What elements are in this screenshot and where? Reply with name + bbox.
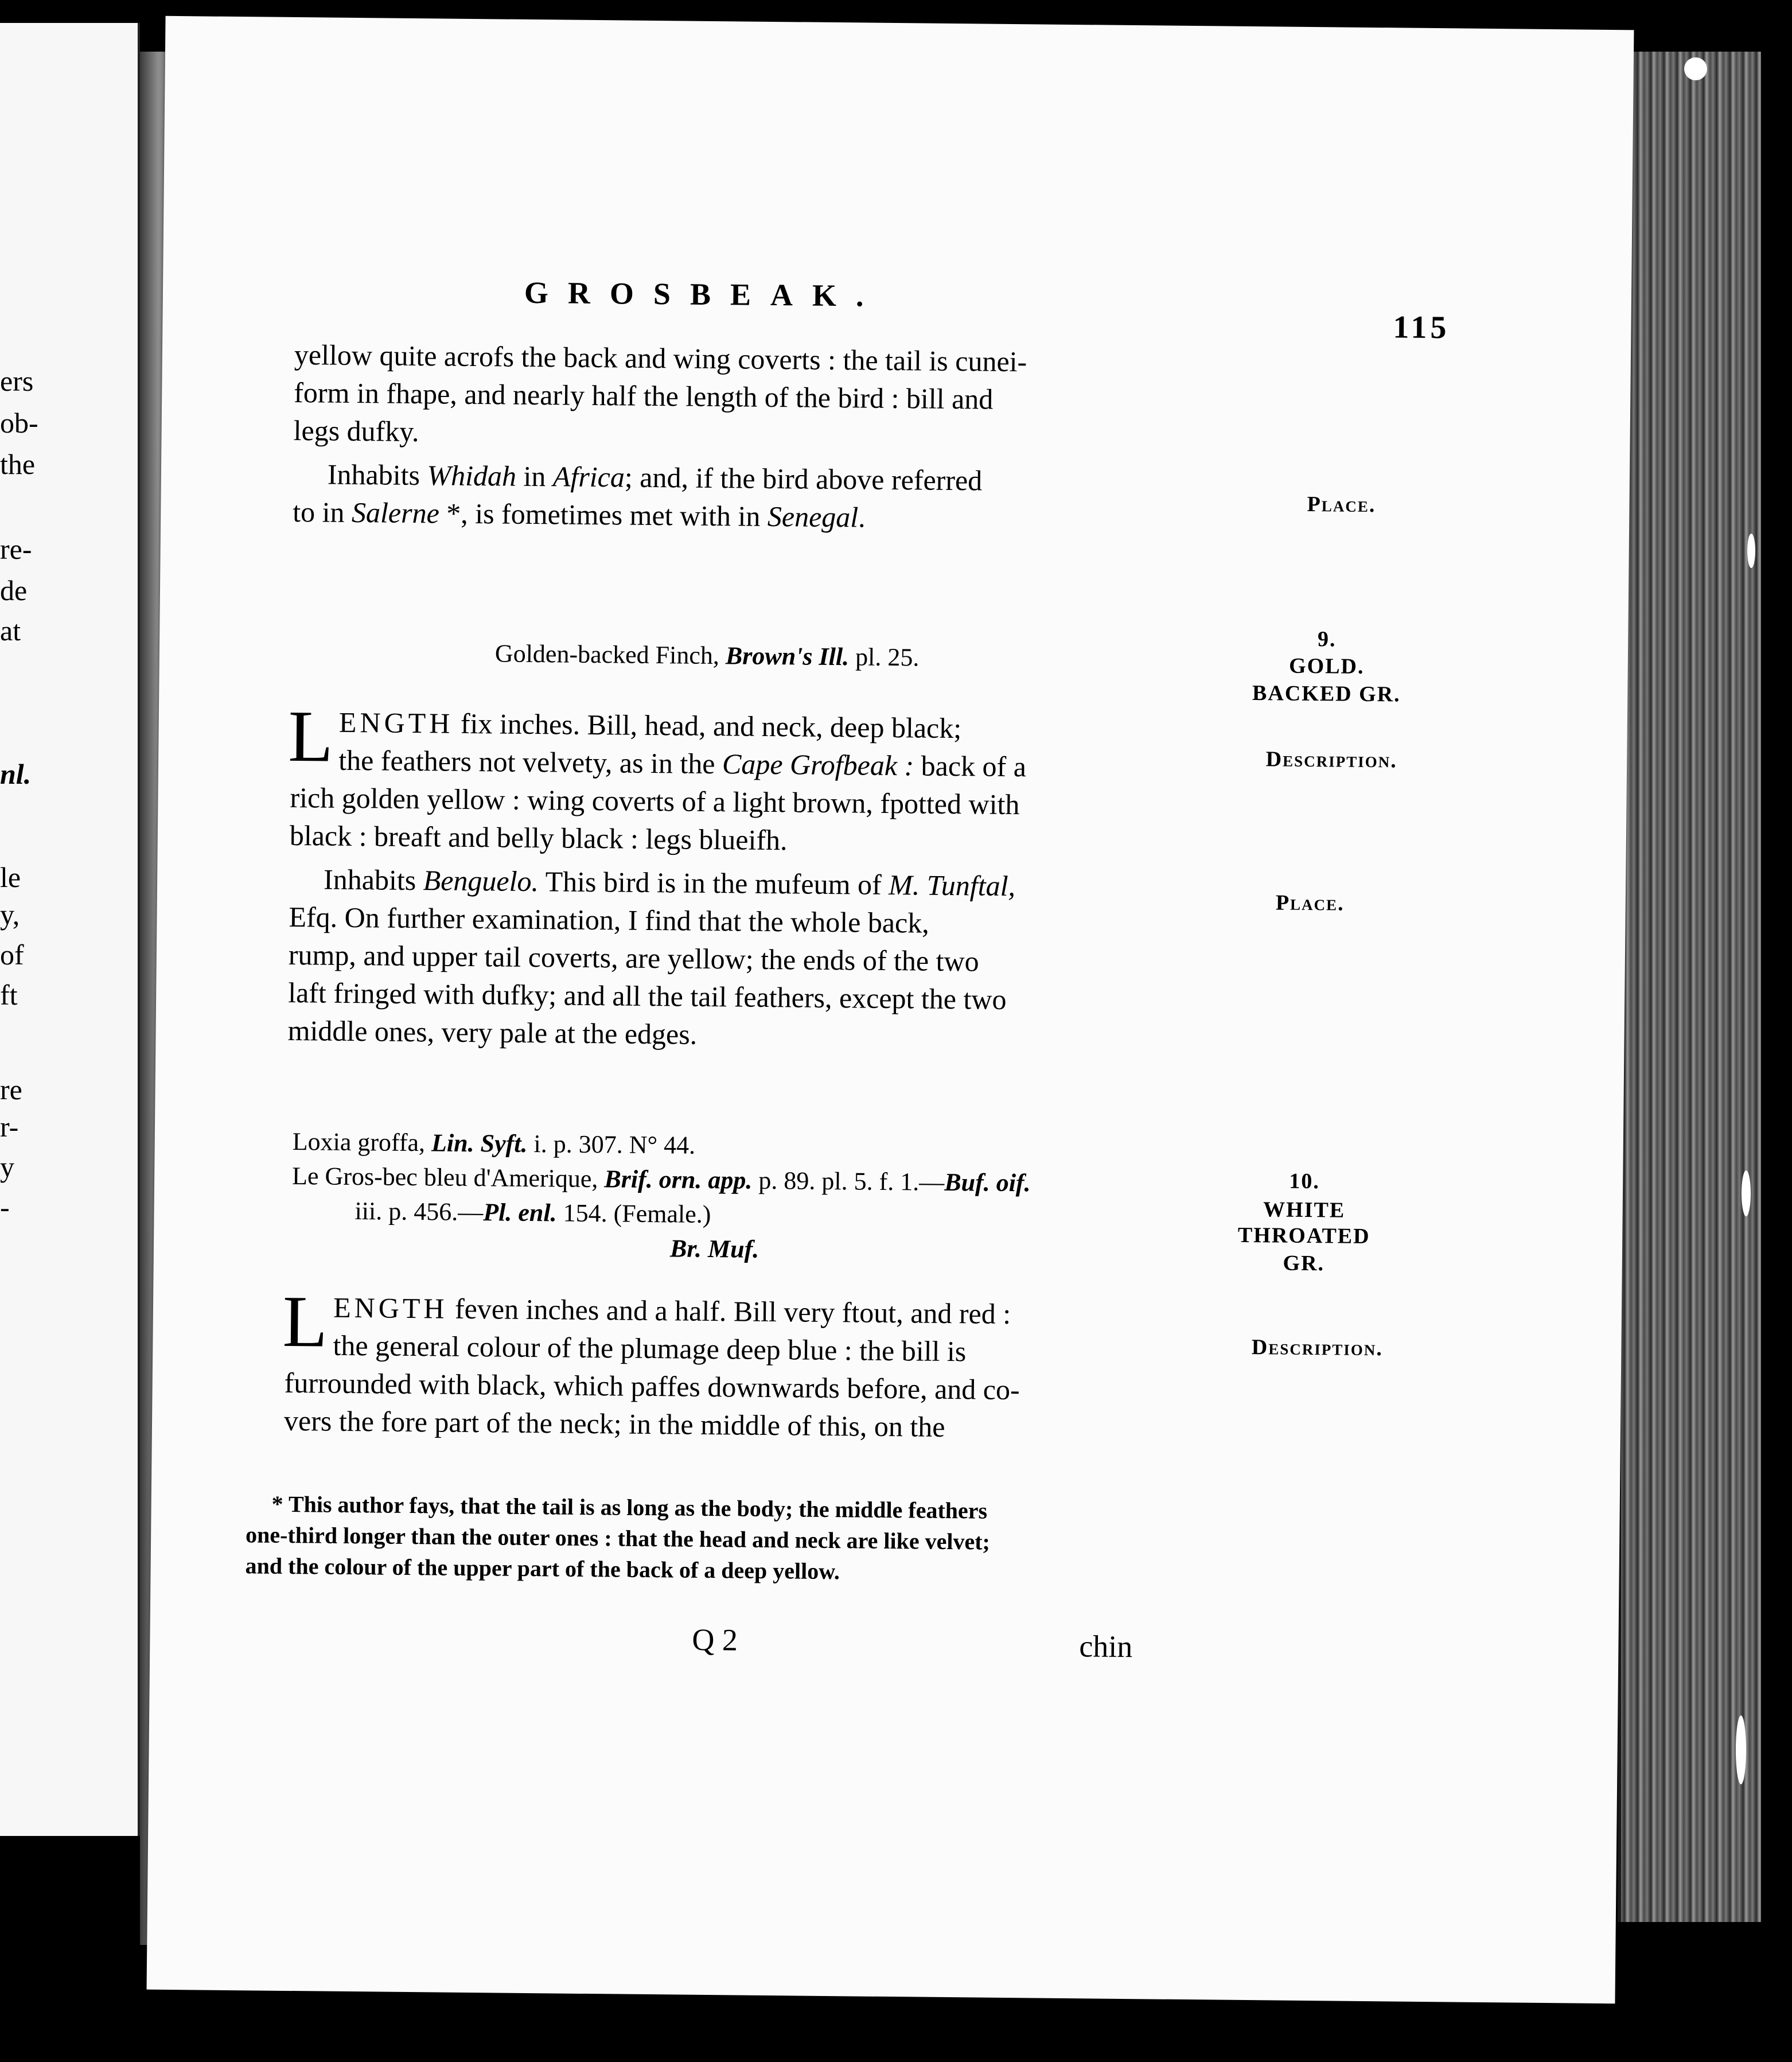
page-number: 115 [1393,309,1450,346]
left-page-fragment: re- [0,533,32,565]
left-page-fragment: - [0,1191,10,1223]
footnote [245,1488,1198,1590]
edge-speck [1747,534,1755,568]
text-run: Golden-backed Finch, [494,639,726,670]
text-run: ENGTH [333,1291,448,1325]
text-run: iii. p. 456.— [354,1197,484,1227]
left-page-fragment: re [0,1073,22,1106]
text-run: Inhabits [323,863,423,897]
text-run: fix inches. Bill, head, and neck, deep black; [453,707,962,745]
text-run: feven inches and a half. Bill very ftout, and red : [447,1292,1011,1330]
left-page-fragment: y, [0,898,20,931]
margin-note-description: Description. [1251,1335,1384,1361]
text-line: rump, and upper tail coverts, are yellow; the ends of the two [288,938,979,978]
place-name: Africa [552,460,625,493]
text-line: yellow quite acrofs the back and wing coverts : the tail is cunei- [294,338,1027,378]
margin-species-number: 9. [1317,627,1337,652]
place-name: Benguelo. [423,864,539,898]
citation: Buf. oif. [944,1168,1031,1197]
left-page-fragment: de [0,574,28,606]
text-line: furrounded with black, which paffes downwards before, and co- [284,1366,1020,1406]
place-name: Senegal [767,500,859,534]
left-page-fragment: y [0,1151,14,1183]
left-facing-page [0,23,140,1836]
synonym-line [495,639,920,672]
text-line: Efq. On further examination, I find that the whole back, [289,900,930,939]
text-line: middle ones, very pale at the edges. [287,1014,698,1051]
margin-note-place: Place. [1307,492,1376,518]
signature-mark: Q 2 [692,1622,738,1658]
text-line: laft fringed with dufky; and all the tail feathers, except the two [287,976,1007,1016]
text-run: . [858,501,866,534]
text-run: Le Gros-bec bleu d'Amerique, [291,1162,605,1193]
text-run: ; and, if the bird above referred [624,461,983,497]
footnote-line: * This author fays, that the tail is as long as the body; the middle feathers [271,1491,988,1524]
margin-note-place: Place. [1275,890,1345,916]
text-run: the feathers not velvety, as in the [338,744,723,780]
citation: Brif. orn. app. [604,1165,753,1195]
drop-cap: L [282,1280,328,1363]
synonym-line [291,1193,1030,1235]
text-line: vers the fore part of the neck; in the middle of this, on the [283,1404,945,1443]
catchword: chin [1079,1629,1133,1664]
text-run: *, is fometimes met with in [439,497,768,532]
margin-species-name: GOLD. [1288,653,1365,679]
book-page [147,16,1634,2003]
citation: Pl. enl. [483,1198,557,1227]
synonym-line: Br. Muf. [669,1234,759,1263]
text-run: in [516,460,554,493]
margin-species-number: 10. [1289,1169,1320,1194]
footnote-line: one-third longer than the outer ones : that the head and neck are like velvet; [245,1522,991,1555]
left-page-fragment: ft [0,979,18,1011]
description-paragraph [287,695,1197,1058]
edge-speck [1684,57,1707,80]
left-page-fragment: ob- [0,407,38,439]
text-line: form in fhape, and nearly half the length of the bird : bill and [294,376,994,415]
text-line: black : breaft and belly black : legs blueifh. [289,819,788,857]
running-title: GROSBEAK. [524,275,883,313]
synonym-block [291,1125,1031,1269]
section-continuation [293,336,1201,539]
left-page-fragment: the [0,448,36,480]
margin-species-name: BACKED GR. [1252,681,1401,707]
text-line: legs dufky. [293,414,419,448]
text-run: Inhabits [327,458,427,492]
left-page-fragment: r- [0,1111,19,1143]
text-run: ENGTH [338,706,454,740]
author-name: Salerne [351,496,440,530]
species-name: Cape Grofbeak : [722,748,914,782]
left-page-fragment: le [0,861,21,893]
text-run: to in [293,495,352,528]
edge-speck [1742,1170,1751,1216]
edge-speck [1736,1715,1746,1784]
margin-species-name: WHITE [1263,1197,1346,1223]
left-page-fragment: ers [0,365,34,397]
description-paragraph [282,1280,1191,1448]
text-run: This bird is in the mufeum of [538,865,889,901]
text-run: pl. 25. [848,643,920,672]
left-page-fragment: nl. [0,758,32,790]
text-run: p. 89. pl. 5. f. 1.— [752,1166,945,1196]
page-edge [1618,52,1761,1922]
text-line: rich golden yellow : wing coverts of a light brown, fpotted with [290,781,1020,821]
text-run: Loxia groffa, [292,1127,432,1157]
margin-note-description: Description. [1265,747,1397,773]
text-run: i. p. 307. N° 44. [527,1129,696,1160]
margin-species-name: THROATED [1237,1223,1370,1249]
person-name: M. Tunftal, [888,868,1016,902]
left-page-fragment: of [0,939,24,971]
citation: Brown's Ill. [725,641,850,671]
drop-cap: L [287,695,334,777]
text-line [293,493,1199,539]
place-name: Whidah [427,459,517,492]
left-page-fragment: at [0,614,21,647]
citation: Lin. Syft. [431,1129,528,1158]
footnote-line: and the colour of the upper part of the back of a deep yellow. [245,1553,840,1585]
text-run: 154. (Female.) [556,1199,711,1229]
margin-species-name: GR. [1283,1251,1325,1276]
text-run: back of a [913,749,1027,783]
text-line: the general colour of the plumage deep blue : the bill is [333,1329,967,1368]
